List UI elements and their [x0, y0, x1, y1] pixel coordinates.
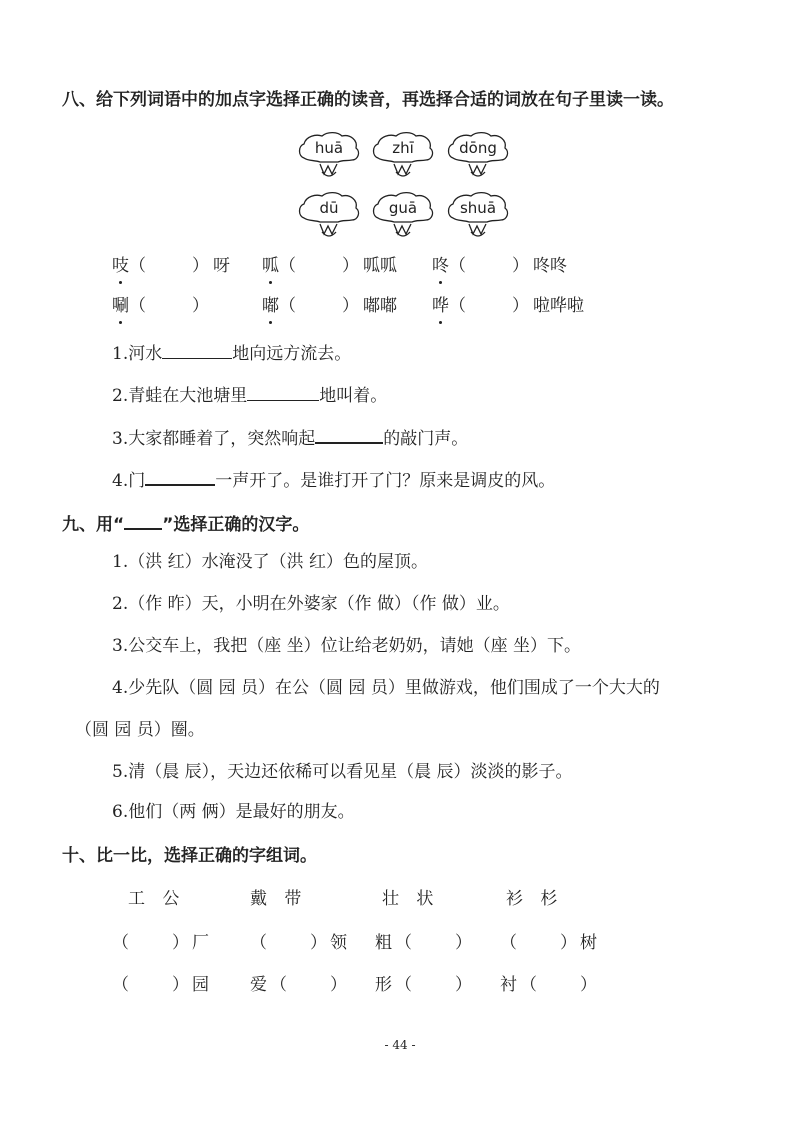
answer-parens[interactable]: （ ） — [449, 256, 533, 276]
page-number: - 44 - — [384, 1038, 416, 1052]
pinyin-label: dōng — [459, 139, 497, 157]
reading-item — [112, 294, 213, 318]
choice-sentence[interactable]: 3.公交车上，我把（座 坐）位让给老奶奶，请她（座 坐）下。 — [112, 636, 582, 656]
word-blank[interactable]: （ ）领 — [250, 933, 350, 953]
sentence-prefix: 2.青蛙在大池塘里 — [112, 386, 248, 406]
sentence-suffix: 的敲门声。 — [383, 429, 469, 449]
choice-sentence[interactable]: 2.（作 昨）天，小明在外婆家（作 做）（作 做）业。 — [112, 594, 510, 614]
sentence-suffix: 一声开了。是谁打开了门？原来是调皮的风。 — [215, 471, 556, 491]
fill-sentence — [112, 424, 468, 451]
section-8-title: 八、给下列词语中的加点字选择正确的读音，再选择合适的词放在句子里读一读。 — [62, 90, 674, 110]
word-blank[interactable]: 形（ ） — [375, 975, 475, 995]
fill-sentence — [112, 382, 387, 408]
word-blank[interactable]: （ ）园 — [112, 975, 212, 995]
pinyin-label: shuā — [459, 199, 497, 217]
answer-blank[interactable] — [315, 424, 383, 444]
choice-sentence[interactable]: 6.他们（两 俩）是最好的朋友。 — [112, 802, 355, 822]
title-blank — [124, 510, 162, 530]
answer-parens[interactable]: （ ） — [279, 296, 363, 316]
word-suffix: 咚咚 — [533, 256, 567, 276]
section-10-title: 十、比一比，选择正确的字组词。 — [62, 846, 317, 866]
choice-sentence[interactable]: 5.清（晨 辰），天边还依稀可以看见星（晨 辰）淡淡的影子。 — [112, 762, 573, 782]
answer-parens[interactable]: （ ） — [129, 296, 213, 316]
char-pair: 壮 状 — [382, 889, 440, 909]
word-suffix: 嘟嘟 — [363, 296, 397, 316]
char-pair: 工 公 — [128, 889, 186, 909]
dotted-char: 唰 — [112, 296, 129, 316]
word-suffix: 呀 — [213, 256, 230, 276]
pinyin-cloud — [445, 190, 511, 242]
dotted-char: 哗 — [432, 296, 449, 316]
word-suffix: 呱呱 — [363, 256, 397, 276]
pinyin-cloud — [445, 130, 511, 182]
sentence-suffix: 地向远方流去。 — [232, 344, 352, 364]
word-blank[interactable]: （ ）树 — [500, 933, 600, 953]
dotted-char: 呱 — [262, 256, 279, 276]
sentence-suffix: 地叫着。 — [319, 386, 388, 406]
pinyin-label: dū — [319, 199, 339, 217]
choice-sentence[interactable]: 1.（洪 红）水淹没了（洪 红）色的屋顶。 — [112, 552, 429, 572]
reading-item — [432, 294, 584, 318]
dotted-char: 咚 — [432, 256, 449, 276]
answer-parens[interactable]: （ ） — [129, 256, 213, 276]
answer-parens[interactable]: （ ） — [449, 296, 533, 316]
char-pair: 戴 带 — [250, 889, 308, 909]
word-blank[interactable]: 粗（ ） — [375, 933, 475, 953]
reading-item — [262, 254, 397, 278]
dotted-char: 吱 — [112, 256, 129, 276]
sentence-prefix: 1.河水 — [112, 344, 163, 364]
reading-item — [432, 254, 567, 278]
title-suffix: ”选择正确的汉字。 — [162, 515, 310, 535]
answer-blank[interactable] — [145, 466, 215, 486]
word-suffix: 啦哗啦 — [533, 296, 584, 316]
reading-item — [262, 294, 397, 318]
sentence-prefix: 4.门 — [112, 471, 146, 491]
word-blank[interactable]: 衬（ ） — [500, 975, 600, 995]
title-prefix: 九、用“ — [62, 515, 125, 535]
answer-blank[interactable] — [162, 340, 232, 359]
pinyin-label: zhī — [392, 139, 414, 157]
fill-sentence — [112, 466, 555, 493]
pinyin-cloud — [370, 130, 436, 182]
pinyin-cloud — [370, 190, 436, 242]
char-pair: 衫 杉 — [506, 889, 564, 909]
reading-item — [112, 254, 230, 278]
choice-sentence[interactable]: （圆 园 员）圈。 — [75, 720, 205, 740]
pinyin-label: huā — [314, 139, 344, 157]
word-blank[interactable]: （ ）厂 — [112, 933, 212, 953]
pinyin-cloud — [296, 190, 362, 242]
pinyin-cloud — [296, 130, 362, 182]
section-9-title — [62, 510, 309, 537]
pinyin-label: guā — [388, 199, 418, 217]
sentence-prefix: 3.大家都睡着了，突然响起 — [112, 429, 316, 449]
fill-sentence — [112, 340, 351, 366]
answer-blank[interactable] — [247, 382, 319, 401]
answer-parens[interactable]: （ ） — [279, 256, 363, 276]
choice-sentence[interactable]: 4.少先队（圆 园 员）在公（圆 园 员）里做游戏，他们围成了一个大大的 — [112, 678, 660, 698]
dotted-char: 嘟 — [262, 296, 279, 316]
word-blank[interactable]: 爱（ ） — [250, 975, 350, 995]
